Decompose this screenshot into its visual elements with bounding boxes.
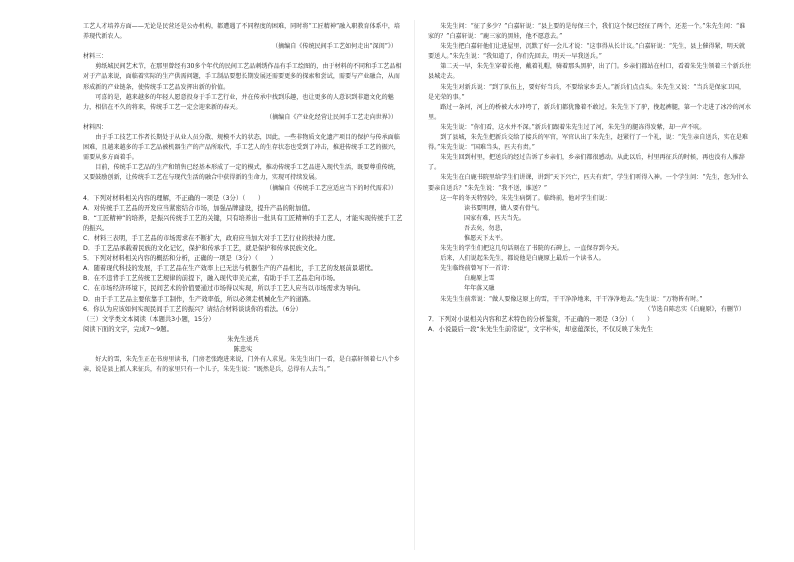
column-divider xyxy=(414,20,415,550)
story-paragraph: 先生临终前曾写下一首诗： xyxy=(440,265,514,273)
source-citation: （摘编自《产业化经营让民间手工艺走向世界》） xyxy=(265,113,397,121)
question-4-option-d: D．手工艺品承载着民族的文化记忆，保护和传承手工艺，就是保护和传承民族文化。 xyxy=(83,245,321,253)
source-citation: （节选自陈忠实《白鹿原》，有删节） xyxy=(644,305,745,313)
story-paragraph: 路过一条河，河上的桥被大水冲垮了，新兵们都犹豫着不敢过。朱先生下了驴，挽起裤腿，第一个走进了冰冷的河水里。 xyxy=(428,103,751,121)
story-paragraph: 后来，人们说起朱先生，都说他是白鹿原上最后一个读书人。 xyxy=(440,255,605,263)
story-title: 朱先生送兵 xyxy=(227,335,259,343)
source-citation: （摘编自《传统民间手工艺如何走出“深闺”》） xyxy=(271,43,397,51)
right-column xyxy=(428,22,751,335)
question-5-option-d: D．由于手工艺品主要依靠手工制作，生产效率低，所以必须走机械化生产的道路。 xyxy=(83,295,315,303)
material-3-paragraph: 剪纸城民间艺术节，在那里曾经有30多个年代的民间工艺品刺绣作品有手工绘图的，由于材料的不同和手工艺品相对于产品来说，面临着实际的生产供需问题，手工制品要想长期发展还需要更多的探索和尝试，需要与产业融合，从而形成新的产业链条，使传统手工艺品发挥出新的价值。 xyxy=(83,63,402,91)
question-7-option-a: A．小说最后一段“朱先生生前常说”，文字朴实，却意蕴深长，不仅反映了朱先生 xyxy=(428,325,653,333)
question-7: 7．下列对小说相关内容和艺术特色的分析鉴赏，不正确的一项是（3分）（ ） xyxy=(428,315,654,323)
material-4-paragraph: 由于手工技艺工作者长期处于从业人员分散、规模不大的状态，因此，一些非物质文化遗产项目的保护与传承面临困难，且越来越多的手工艺品被机器生产的产品所取代，手工艺人的生存状态也受到了冲击，推进传统手工艺的振兴，需要从多方面着手。 xyxy=(83,134,400,162)
poem-line: 读书要明理，做人要有骨气。 xyxy=(464,204,544,212)
material-4-paragraph: 目前，传统手工艺品的生产和销售已经基本形成了一定的模式，推动传统手工艺品进入现代生活，既要尊重传统，又要鼓励创新，让传统手工艺在与现代生活的融合中获得新的生命力，实现可持续发展。 xyxy=(83,164,400,182)
story-paragraph: 朱先生的学生们把这几句话刻在了书院的石碑上，一直保存到今天。 xyxy=(440,245,623,253)
story-paragraph: 到了县城，朱先生把新兵交给了接兵的军官，军官认出了朱先生，赶紧行了一个礼，说：“先生亲自送兵，实在是难得。”朱先生说：“国难当头，匹夫有责。” xyxy=(428,134,748,152)
material-4-heading: 材料四： xyxy=(83,123,108,131)
story-paragraph: 朱先生生前常说：“做人要像这原上的雪，干干净净地来，干干净净地去。”先生说：“万物皆有时。” xyxy=(440,295,703,303)
question-6: 6．你认为应该如何实现民间手工艺的振兴？请结合材料谈谈你的看法。（6分） xyxy=(83,305,302,313)
reading-instruction: 阅读下面的文字，完成7～9题。 xyxy=(83,325,173,333)
story-paragraph: 好大的雪，朱先生正在书房里读书，门房老张跑进来说，门外有人求见。朱先生出门一看，是白嘉轩领着七八个乡亲，说是县上派人来征兵，有的家里只有一个儿子，朱先生说：“既然是兵，总得有人去当。” xyxy=(83,356,400,374)
story-paragraph: 朱先生回到村里，把送兵的经过告诉了乡亲们，乡亲们都很感动。从此以后，村里再征兵的时候，再也没有人推辞了。 xyxy=(428,154,745,172)
source-citation: （摘编自《传统手工艺应适应当下的时代需求》） xyxy=(265,184,397,192)
section-heading: （三）文学类文本阅读（本题共3小题，15分） xyxy=(83,315,215,323)
poem-line: 吾去矣，勿悲， xyxy=(464,224,507,232)
story-author: 陈忠实 xyxy=(233,346,253,353)
story-paragraph: 这一年的冬天特别冷，朱先生病倒了。临终前，他对学生们说： xyxy=(440,194,611,202)
story-paragraph: 朱先生在白鹿书院里给学生们讲课，讲到“天下兴亡，匹夫有责”，学生们听得入神。一个学生问：“先生，您为什么要亲自送兵？”朱先生说：“我不送，谁送？” xyxy=(428,174,749,192)
question-4-option-b: B．“工匠精神”的培养，是振兴传统手工艺的关键，只有培养出一批具有工匠精神的手工艺人，才能实现传统手工艺的振兴。 xyxy=(83,214,403,232)
question-4-option-a: A．对传统手工艺品的开发应当紧密结合市场，加强品牌建设，提升产品的附加值。 xyxy=(83,204,314,212)
story-paragraph: 第二天一早，朱先生穿着长袍，戴着礼帽，骑着那头黑驴，出了门。乡亲们都站在村口，看着朱先生领着三个新兵往县城走去。 xyxy=(428,63,751,81)
story-paragraph: 朱先生把白嘉轩他们让进屋里，沉默了好一会儿才说：“这事得从长计议。”白嘉轩说：“先生，县上催得紧，明天就要送人。”朱先生说：“我知道了，你们先回去，明天一早我送兵。” xyxy=(428,43,746,61)
question-5: 5．下列对材料相关内容的概括和分析，正确的一项是（3分）（ ） xyxy=(83,255,277,263)
question-4-option-c: C．材料三表明，手工艺品的市场需求在不断扩大，政府应当加大对手工艺行业的扶持力度。 xyxy=(83,234,340,242)
story-paragraph: 朱先生对新兵说：“到了队伍上，要好好当兵，不要给家乡丢人。”新兵们点点头。朱先生又说：“当兵是保家卫国，是光荣的事。” xyxy=(428,83,746,101)
question-5-option-b: B．在不违背手工艺传统工艺规律的前提下，融入现代审美元素，有助于手工艺品走向市场。 xyxy=(83,275,340,283)
poem-line: 国家有难，匹夫当先。 xyxy=(464,214,525,222)
poem-line: 年年落又融 xyxy=(464,285,495,293)
poem-line: 惟愿天下太平。 xyxy=(464,234,507,242)
left-column xyxy=(83,22,403,375)
question-4: 4．下列对材料相关内容的理解，不正确的一项是（3分）（ ） xyxy=(83,194,265,202)
question-5-option-a: A．随着现代科技的发展，手工艺品在生产效率上已无法与机器生产的产品相比，手工艺的发展前景堪忧。 xyxy=(83,265,377,273)
material-3-paragraph: 可喜的是，越来越多的年轻人愿意投身于手工艺行业，并在传承中找到乐趣，也让更多的人意识到非遗文化的魅力，相信在不久的将来，传统手工艺一定会迎来新的春天。 xyxy=(83,93,394,111)
story-paragraph: 朱先生说：“你们看，这水并不深。”新兵们跟着朱先生过了河，朱先生的腿冻得发紫，却一声不吭。 xyxy=(440,123,706,131)
story-paragraph: 朱先生问：“征了多少？”白嘉轩说：“县上要的是每保三个，我们这个保已经征了两个，还差一个。”朱先生问：“谁家的？”白嘉轩说：“鹿三家的黑娃，他不愿意去。” xyxy=(428,23,746,41)
question-5-option-c: C．在市场经济环境下，民间艺术的价值要通过市场得以实现，所以手工艺人应当以市场需求为导向。 xyxy=(83,285,365,293)
intro-text: 工艺人才培养方面——无论是民营还是公办机构，都遭遇了不同程度的困难，同时将“工匠精神”融入职教育体系中，培养现代新农人。 xyxy=(83,23,401,41)
material-3-heading: 材料三： xyxy=(83,53,108,61)
poem-line: 白鹿原上雪 xyxy=(464,275,495,283)
